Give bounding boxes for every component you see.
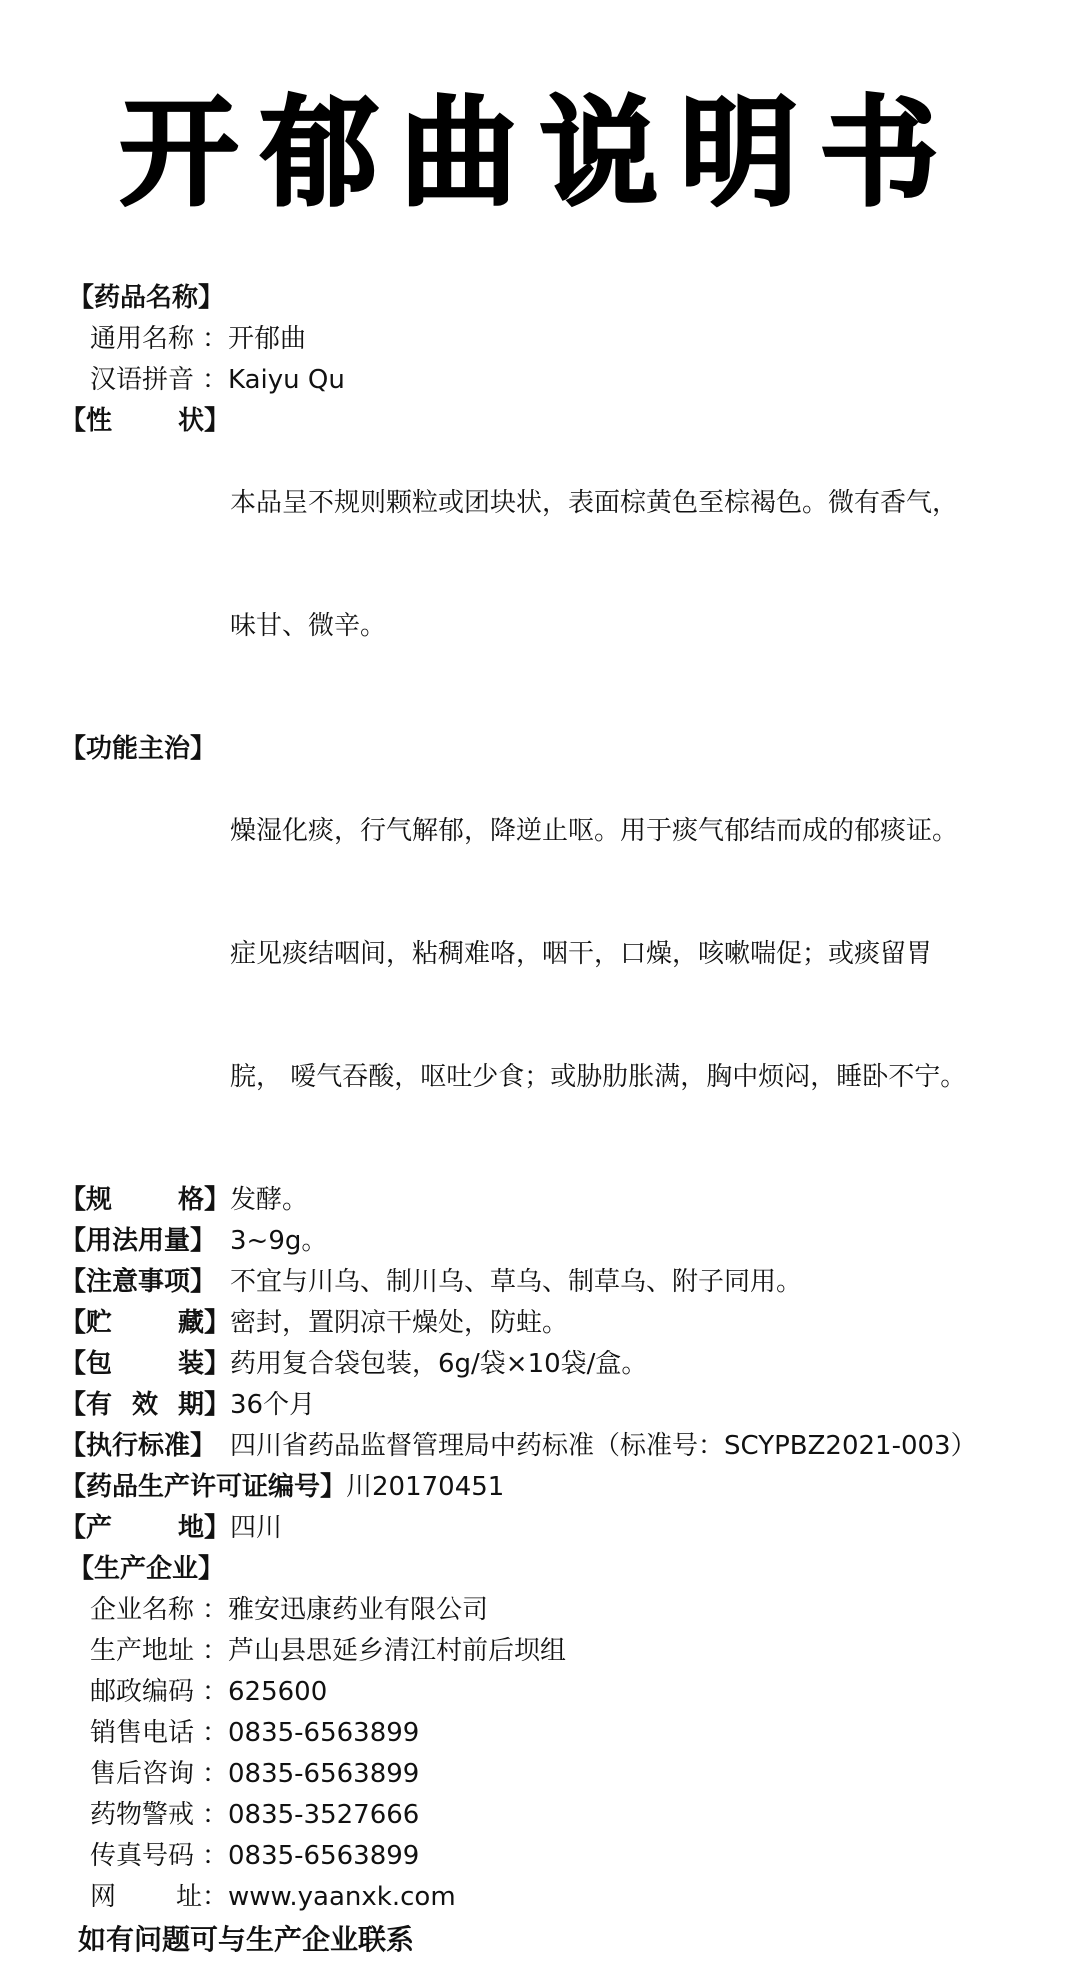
field-value: 625600: [228, 1677, 328, 1707]
section-indications: [60, 729, 1028, 1180]
section-heading-drug-name: 【药品名称】: [68, 283, 225, 313]
field-key: 邮政编码 ：: [90, 1677, 228, 1707]
field-key: 生产地址 ：: [90, 1636, 228, 1666]
section-label: 【有 效 期】: [60, 1390, 230, 1420]
field-value: 0835-3527666: [228, 1800, 420, 1830]
page-title: 开郁曲说明书: [119, 83, 960, 222]
field-key: 企业名称 ：: [90, 1595, 228, 1625]
section-value: 四川: [230, 1513, 283, 1543]
field-key: 售后咨询 ：: [90, 1759, 228, 1789]
section-storage: [60, 1303, 1028, 1344]
section-precautions: [60, 1262, 1028, 1303]
section-label: 【包 装】: [60, 1349, 230, 1379]
field-key: 药物警戒 ：: [90, 1800, 228, 1830]
field-value: 0835-6563899: [228, 1759, 420, 1789]
section-standard: [60, 1426, 1028, 1467]
field-value: 0835-6563899: [228, 1841, 420, 1871]
field-pinyin: [68, 360, 1028, 401]
section-value: 3~9g。: [230, 1226, 328, 1256]
section-label: 【规 格】: [60, 1185, 230, 1215]
section-value: 不宜与川乌、制川乌、草乌、制草乌、附子同用。: [230, 1267, 803, 1297]
field-after-sales-phone: [68, 1754, 1028, 1795]
field-value: 芦山县思延乡清江村前后坝组: [228, 1636, 567, 1666]
section-value: 川20170451: [346, 1472, 505, 1502]
field-value: 0835-6563899: [228, 1718, 420, 1748]
website-link[interactable]: www.yaanxk.com: [228, 1882, 456, 1912]
field-value: 开郁曲: [228, 324, 307, 354]
section-label: 【注意事项】: [60, 1267, 217, 1297]
field-value: 雅安迅康药业有限公司: [228, 1595, 489, 1625]
section-value: 本品呈不规则颗粒或团块状，表面棕黄色至棕褐色。微有香气， 味甘、微辛。: [230, 488, 959, 641]
section-label: 【贮 藏】: [60, 1308, 230, 1338]
section-value: 四川省药品监督管理局中药标准（标准号：SCYPBZ2021-003）: [230, 1431, 977, 1461]
section-label: 【用法用量】: [60, 1226, 217, 1256]
field-website: [68, 1877, 1028, 1918]
footer-contact-note: 如有问题可与生产企业联系: [78, 1923, 415, 1956]
section-properties: [60, 401, 1028, 729]
section-label: 【性 状】: [60, 406, 230, 436]
section-package: [60, 1344, 1028, 1385]
section-license: [60, 1467, 1028, 1508]
field-key: 汉语拼音 ：: [90, 365, 228, 395]
section-label: 【功能主治】: [60, 734, 217, 764]
section-validity: [60, 1385, 1028, 1426]
field-postal-code: [68, 1672, 1028, 1713]
field-key: 网 址：: [90, 1882, 228, 1912]
section-value: 36个月: [230, 1390, 316, 1420]
field-fax: [68, 1836, 1028, 1877]
field-key: 传真号码 ：: [90, 1841, 228, 1871]
section-value: 药用复合袋包装，6g/袋×10袋/盒。: [230, 1349, 648, 1379]
section-label: 【产 地】: [60, 1513, 230, 1543]
section-value: 发酵。: [230, 1185, 309, 1215]
field-key: 通用名称 ：: [90, 324, 228, 354]
field-sales-phone: [68, 1713, 1028, 1754]
field-address: [68, 1631, 1028, 1672]
field-company-name: [68, 1590, 1028, 1631]
section-label: 【执行标准】: [60, 1431, 217, 1461]
section-origin: [60, 1508, 1028, 1549]
section-dosage: [60, 1221, 1028, 1262]
section-value: 燥湿化痰，行气解郁，降逆止呕。用于痰气郁结而成的郁痰证。 症见痰结咽间，粘稠难咯，咽干，口燥，咳嗽喘促；或痰留胃 脘， 嗳气吞酸，呕吐少食；或胁肋胀满，胸中烦闷，睡卧不宁。: [230, 816, 967, 1092]
section-value: 密封，置阴凉干燥处，防蛀。: [230, 1308, 569, 1338]
section-heading-manufacturer: 【生产企业】: [68, 1554, 225, 1584]
field-value: Kaiyu Qu: [228, 365, 345, 395]
field-pharmacovigilance-phone: [68, 1795, 1028, 1836]
field-key: 销售电话 ：: [90, 1718, 228, 1748]
section-specification: [60, 1180, 1028, 1221]
instruction-body: [60, 278, 1028, 1962]
section-label: 【药品生产许可证编号】: [60, 1472, 347, 1502]
field-generic-name: [68, 319, 1028, 360]
